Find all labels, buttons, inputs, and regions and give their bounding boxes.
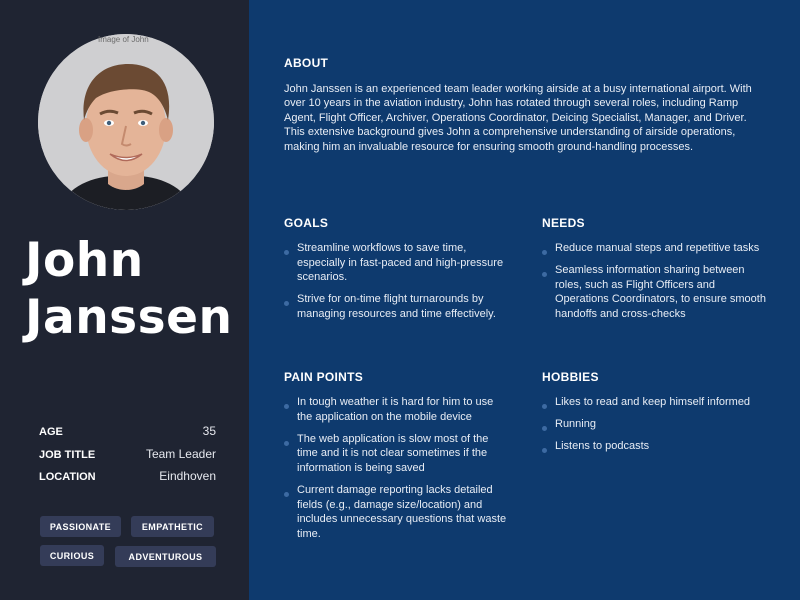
about-text: John Janssen is an experienced team leader working airside at a busy international airport. With over 10 years in the aviation industry, John has rotated through several roles, including Ramp Agent, Flight Officer, Archiver, Operations Coordinator, Deicing Specialist, Manager, and Driver. This extensive background gives John a comprehensive understanding of airside operations, making him an invaluable resource for ensuring smooth ground-handling processes. (284, 83, 752, 153)
fact-job-title (39, 447, 216, 470)
list-item: Strive for on-time flight turnarounds by managing resources and time effectively. (284, 292, 512, 321)
goals-list (284, 241, 512, 329)
list-item: In tough weather it is hard for him to use the application on the mobile device (284, 395, 510, 424)
persona-name (25, 232, 245, 346)
list-item: Reduce manual steps and repetitive tasks (542, 241, 770, 256)
list-item: Current damage reporting lacks detailed fields (e.g., damage size/location) and includes unnecessary questions that waste time. (284, 483, 510, 541)
tag-empathetic: EMPATHETIC (131, 516, 214, 537)
bullet-icon (284, 492, 289, 497)
bullet-icon (284, 250, 289, 255)
portrait-image (38, 34, 214, 210)
hobbies-list (542, 395, 770, 461)
bullet-icon (284, 441, 289, 446)
bullet-icon (542, 404, 547, 409)
photo-caption: Image of John (98, 35, 149, 44)
persona-facts (39, 424, 216, 492)
bullet-icon (542, 272, 547, 277)
list-item: Streamline workflows to save time, especially in fast-paced and high-pressure scenarios. (284, 241, 512, 285)
needs-list (542, 241, 770, 329)
fact-label: AGE (39, 426, 63, 438)
fact-label: LOCATION (39, 471, 96, 483)
fact-value: Team Leader (145, 446, 216, 461)
fact-label: JOB TITLE (39, 448, 96, 461)
bullet-icon (542, 250, 547, 255)
bullet-icon (542, 426, 547, 431)
pain-points-list (284, 395, 510, 549)
fact-value: Eindhoven (159, 469, 216, 483)
hobbies-title: HOBBIES (542, 370, 599, 384)
tag-passionate: PASSIONATE (40, 516, 121, 537)
bullet-icon (284, 404, 289, 409)
bullet-icon (542, 448, 547, 453)
tag-adventurous: ADVENTUROUS (115, 546, 216, 567)
last-name: Janssen (25, 290, 233, 345)
pain-points-title: PAIN POINTS (284, 370, 364, 384)
fact-location (39, 469, 216, 492)
fact-age (39, 424, 216, 447)
needs-title: NEEDS (542, 216, 585, 230)
list-item: Likes to read and keep himself informed (542, 395, 770, 410)
profile-sidebar (0, 0, 249, 600)
persona-details (249, 0, 800, 600)
tag-curious: CURIOUS (40, 545, 104, 566)
list-item: Seamless information sharing between roles, such as Flight Officers and Operations Coordinators, to ensure smooth handoffs and cross-checks (542, 263, 770, 321)
bullet-icon (284, 301, 289, 306)
about-title: ABOUT (284, 56, 329, 70)
list-item: Running (542, 417, 770, 432)
goals-title: GOALS (284, 216, 329, 230)
fact-value: 35 (202, 424, 216, 438)
list-item: The web application is slow most of the time and it is not clear sometimes if the information is being saved (284, 432, 510, 476)
list-item: Listens to podcasts (542, 439, 770, 454)
first-name: John (25, 233, 144, 288)
profile-photo (38, 34, 214, 210)
